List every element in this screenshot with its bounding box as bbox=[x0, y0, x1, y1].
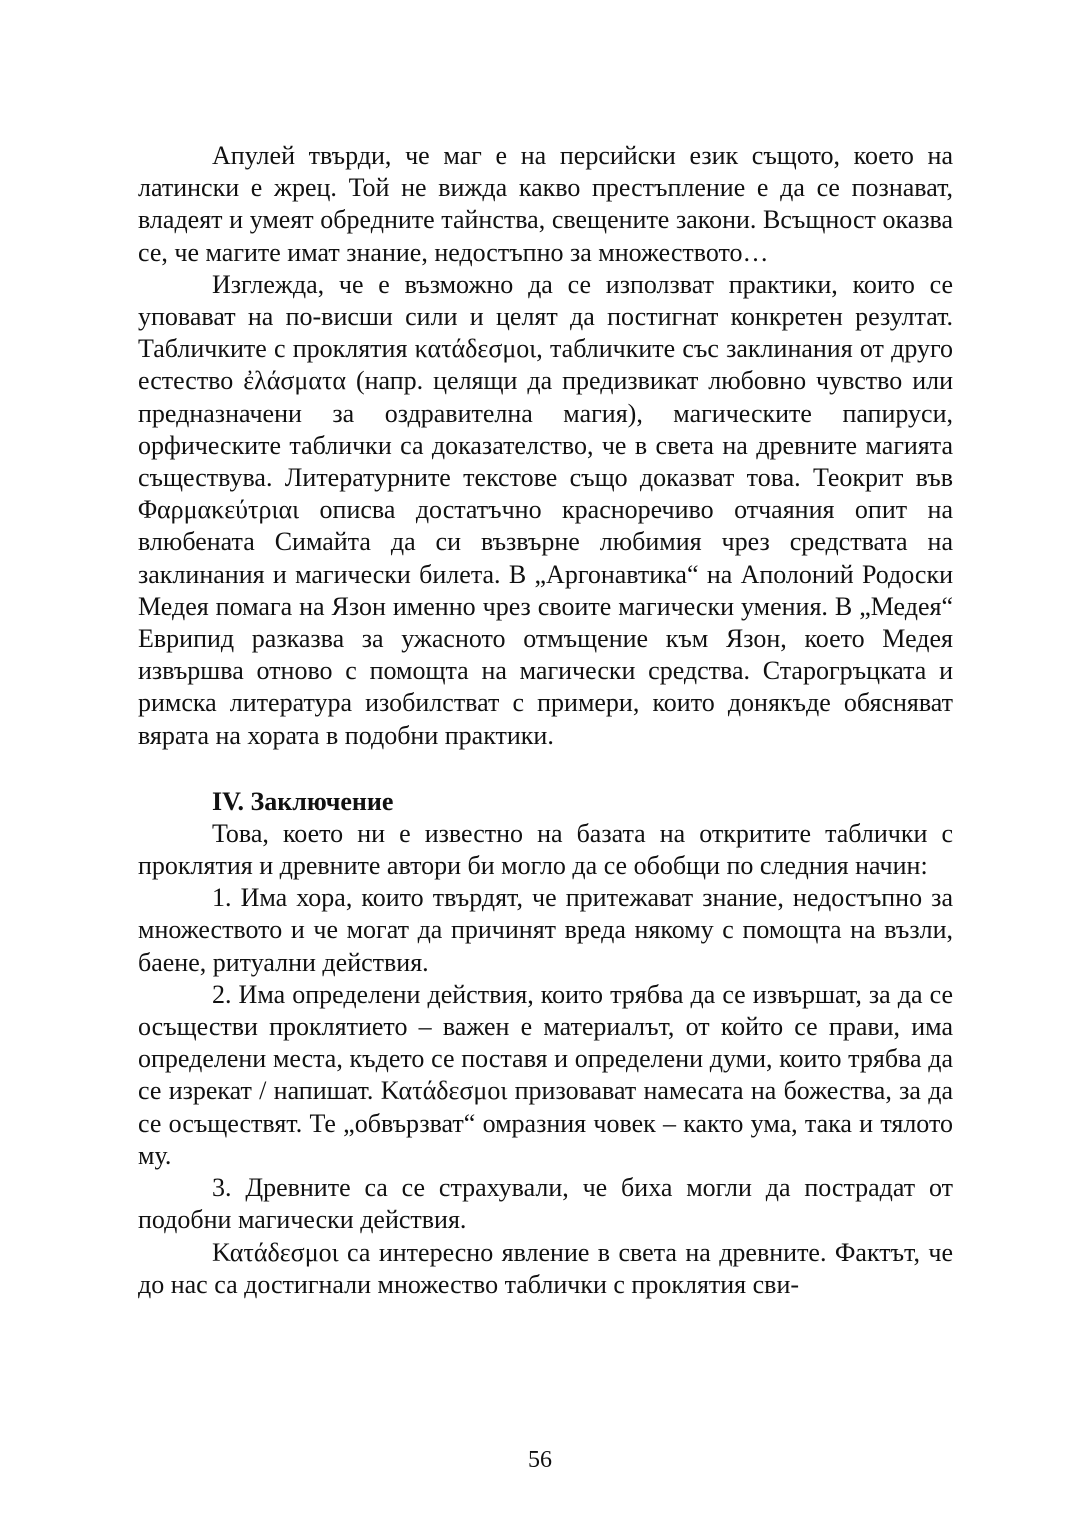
list-item-1: 1. Има хора, които твърдят, че притежават знание, недостъпно за множеството и че могат да причинят вреда някому с помощта на възли, баене, ритуални действия. bbox=[138, 883, 953, 977]
section-heading: IV. Заключение bbox=[212, 786, 394, 816]
body-text bbox=[138, 140, 953, 1301]
paragraph-magic-practices: Изглежда, че е възможно да се използват практики, които се уповават на по-висши сили и целят да постигнат конкретен резултат. Табличките с проклятия κατάδεσμοι, табличките със заклинания от друго естество ἐλάσματα (напр. целящи да предизвикат любовно чувство или предназначени за оздравителна магия), магическите папируси, орфическите таблички са доказателство, че в света на древните магията съществува. Литературните текстове също доказват това. Теокрит във Φαρμακεύτριαι описва достатъчно красноречиво отчаяния опит на влюбената Симайта да си възвърне любимия чрез средствата на заклинания и магически билета. В „Аргонавтика“ на Аполоний Родоски Медея помага на Язон именно чрез своите магически умения. В „Медея“ Еврипид разказва за ужасното отмъщение към Язон, което Медея извършва отново с помощта на магически средства. Старогръцката и римска литература изобилстват с примери, които донякъде обясняват вярата на хората в подобни практики. bbox=[138, 269, 953, 750]
page-number: 56 bbox=[528, 1447, 552, 1473]
list-item-2: 2. Има определени действия, които трябва да се извършат, за да се осъществи проклятието – важен е материалът, от който се прави, има определени места, където се поставя и определени думи, които трябва да се изрекат / напишат. Κατάδεσμοι призовават намесата на божества, за да се осъществят. Те „обвързват“ омразния човек – както ума, така и тялото му. bbox=[138, 979, 953, 1170]
paragraph-summary-intro: Това, което ни е известно на базата на откритите таблички с проклятия и древните автори би могло да се обобщи по следния начин: bbox=[138, 818, 953, 881]
paragraph-apuleius: Апулей твърди, че маг е на персийски език същото, което на латински е жрец. Той не вижда какво престъпление е да се познават, владеят и умеят обредните тайнства, свещените закони. Всъщност оказва се, че магите имат знание, недостъпно за множеството… bbox=[138, 141, 953, 267]
paragraph-conclusion: Κατάδεσμοι са интересно явление в света на древните. Фактът, че до нас са достигнали множество таблички с проклятия сви- bbox=[138, 1237, 953, 1299]
list-item-3: 3. Древните са се страхували, че биха могли да пострадат от подобни магически действия. bbox=[138, 1173, 953, 1235]
